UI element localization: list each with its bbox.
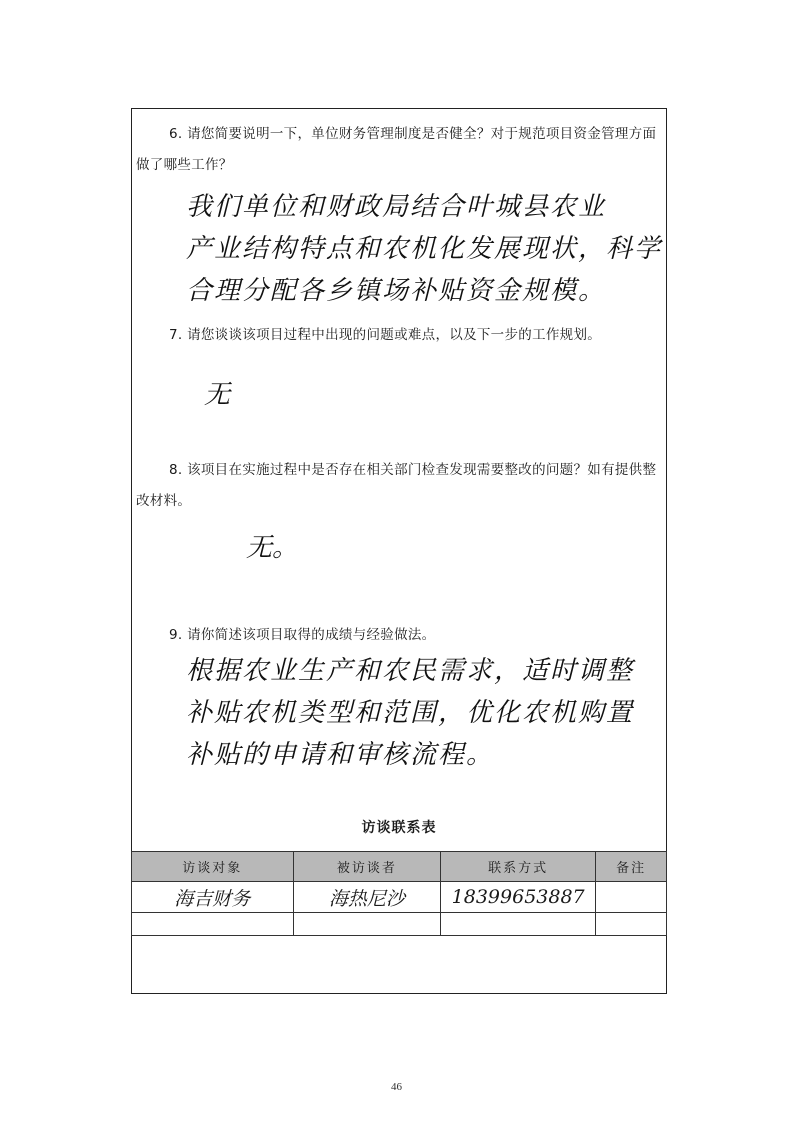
question-9-prompt: 9. 请你简述该项目取得的成绩与经验做法。	[169, 627, 436, 643]
cell-remarks	[596, 882, 667, 913]
contact-table	[131, 851, 667, 936]
table-row	[132, 882, 667, 913]
header-contact: 联系方式	[441, 852, 596, 882]
page-number: 46	[391, 1081, 402, 1093]
question-9-answer	[186, 650, 656, 776]
header-interviewee-org: 访谈对象	[132, 852, 294, 882]
question-7-prompt: 7. 请您谈谈该项目过程中出现的问题或难点，以及下一步的工作规划。	[169, 327, 602, 343]
answer-line: 补贴的申请和审核流程。	[186, 740, 495, 770]
question-8-answer: 无。	[246, 533, 299, 563]
header-interviewee: 被访谈者	[293, 852, 441, 882]
answer-line: 补贴农机类型和范围，优化农机购置	[186, 698, 635, 728]
answer-line: 合理分配各乡镇场补贴资金规模。	[186, 276, 607, 306]
contact-table-title: 访谈联系表	[361, 820, 437, 836]
question-6-answer	[186, 186, 663, 312]
cell-interviewee-org	[132, 913, 294, 936]
answer-line: 产业结构特点和农机化发展现状，科学	[186, 234, 663, 264]
table-header-row	[132, 852, 667, 882]
cell-contact	[441, 913, 596, 936]
answer-line: 我们单位和财政局结合叶城县农业	[186, 192, 607, 222]
cell-interviewee-org: 海吉财务	[132, 882, 294, 913]
question-7-answer: 无	[204, 380, 231, 410]
cell-remarks	[596, 913, 667, 936]
question-8-prompt: 8. 该项目在实施过程中是否存在相关部门检查发现需要整改的问题？如有提供整改材料。	[136, 462, 657, 509]
answer-line: 根据农业生产和农民需求，适时调整	[186, 656, 635, 686]
header-remarks: 备注	[596, 852, 667, 882]
table-row	[132, 913, 667, 936]
cell-interviewee: 海热尼沙	[293, 882, 441, 913]
cell-interviewee	[293, 913, 441, 936]
cell-contact: 18399653887	[441, 882, 596, 913]
question-6-prompt: 6. 请您简要说明一下，单位财务管理制度是否健全？对于规范项目资金管理方面做了哪些工作？	[136, 126, 657, 173]
